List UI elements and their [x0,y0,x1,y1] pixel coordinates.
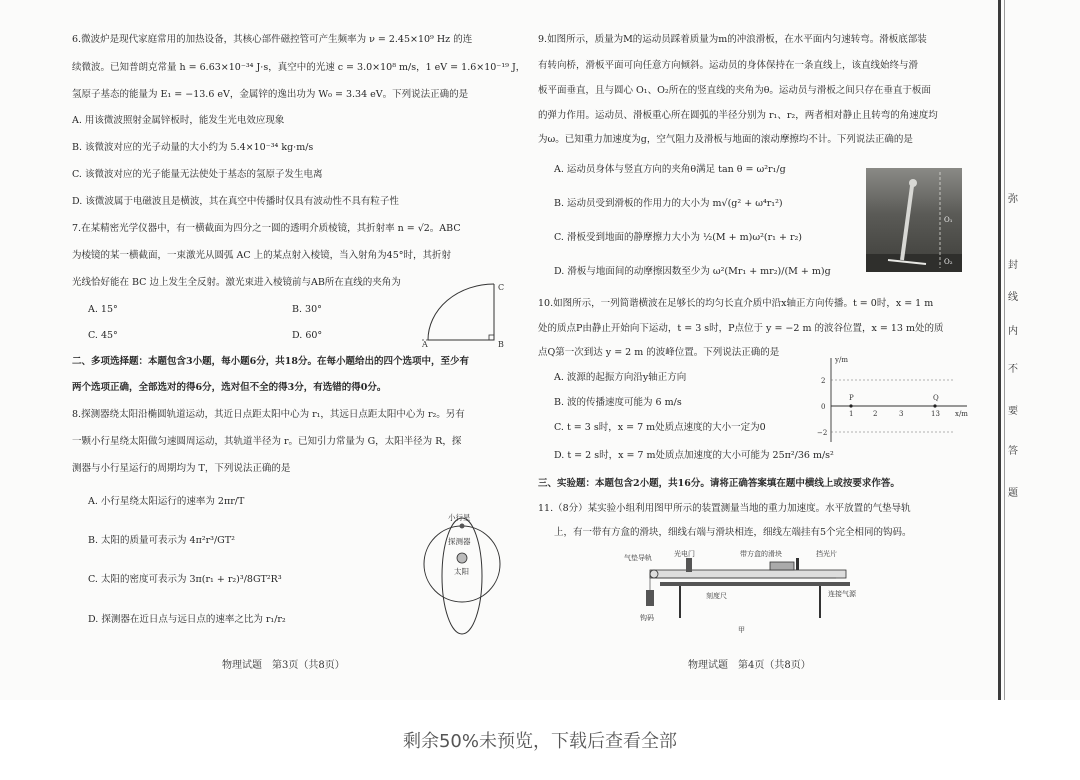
q10-option-c: C. t = 3 s时，x = 7 m处质点速度的大小一定为0 [554,422,766,433]
q8-line: 一颗小行星绕太阳做匀速圆周运动，其轨道半径为 r。已知引力常量为 G，太阳半径为 R，探 [72,436,462,447]
q9-line: 有转向桥，滑板平面可向任意方向倾斜。运动员的身体保持在一条直线上，该直线始终与滑 [538,60,919,71]
q8-line: 8.探测器绕太阳沿椭圆轨道运动，其近日点距太阳中心为 r₁，其远日点距太阳中心为 r₂。另有 [72,409,465,420]
x-tick-3: 3 [899,410,904,418]
label-slider: 带方盒的滑块 [740,550,782,558]
seal-char: 线 [1008,292,1018,303]
q6-line: 续微波。已知普朗克常量 h = 6.63×10⁻³⁴ J·s，真空中的光速 c = 3.0×10⁸ m/s，1 eV = 1.6×10⁻¹⁹ J， [72,62,526,73]
q7-line: 为棱镜的某一横截面，一束激光从圆弧 AC 上的某点射入棱镜，当入射角为45°时，其折射 [72,250,452,261]
probe-orbit [442,518,482,634]
q10-option-d: D. t = 2 s时，x = 7 m处质点加速度的大小可能为 25π²/36 m/s² [554,450,834,461]
label-o1: O₁ [944,216,953,224]
seal-line [1004,0,1005,700]
x-tick-13: 13 [931,410,940,418]
label-probe: 探测器 [448,537,471,546]
shading-plate [796,558,799,570]
q10-option-a: A. 波源的起振方向沿y轴正方向 [554,372,687,383]
label-a: A [422,340,428,348]
q9-option-c: C. 滑板受到地面的静摩擦力大小为 ½(M + m)ω²(r₁ + r₂) [554,232,803,243]
point-q [933,404,936,407]
label-sun: 太阳 [454,567,469,576]
seal-char: 内 [1008,326,1018,337]
surfer-photo [866,168,962,272]
q10-line: 10.如图所示，一列简谐横波在足够长的均匀长直介质中沿x轴正方向传播。t = 0时，x = 1 m [538,298,934,309]
y-axis-label: y/m [835,356,848,364]
q9-option-b: B. 运动员受到滑板的作用力的大小为 m√(g² + ω⁴r₁²) [554,198,783,209]
wave-graph [805,352,975,447]
q8-option-a: A. 小行星绕太阳运行的速率为 2πr/T [88,496,245,507]
seal-char: 弥 [1008,194,1018,205]
slider-with-box [770,562,794,570]
label-ruler: 刻度尺 [706,592,727,600]
q7-option-b: B. 30° [292,304,322,315]
sun [457,553,467,563]
label-air-track: 气垫导轨 [624,554,652,562]
q9-option-d: D. 滑板与地面间的动摩擦因数至少为 ω²(Mr₁ + mr₂)/(M + m)g [554,266,831,277]
label-photogate: 光电门 [674,550,695,558]
seal-char: 题 [1008,488,1018,499]
label-b: B [498,340,504,348]
table-top [660,582,850,586]
point-p [849,404,852,407]
q6-option-d: D. 该微波属于电磁波且是横波，其在真空中传播时仅具有波动性不具有粒子性 [72,196,399,207]
q7-line: 光线恰好能在 BC 边上发生全反射。激光束进入棱镜前与AB所在直线的夹角为 [72,277,401,288]
q8-line: 测器与小行星运行的周期均为 T，下列说法正确的是 [72,463,291,474]
prism-arc [428,284,494,340]
label-c: C [498,283,505,292]
right-angle-mark [489,335,494,340]
prism-diagram [420,276,520,348]
download-prompt[interactable]: 剩余50%未预览，下载后查看全部 [402,731,677,752]
x-tick-1: 1 [849,410,854,418]
q7-line: 7.在某精密光学仪器中，有一横截面为四分之一圆的透明介质棱镜，其折射率 n = √2。ABC [72,223,461,234]
label-asteroid: 小行星 [448,513,471,522]
q10-line: 点Q第一次到达 y = 2 m 的波峰位置。下列说法正确的是 [538,347,780,358]
y-tick-2: 2 [821,377,826,385]
q7-option-c: C. 45° [88,330,118,341]
page-footer-left: 物理试题 第3页（共8页） [222,660,345,671]
seal-char: 封 [1008,260,1018,271]
q8-option-d: D. 探测器在近日点与远日点的速率之比为 r₁/r₂ [88,614,286,625]
photogate [686,558,692,572]
label-o2: O₂ [944,258,953,266]
asteroid [460,524,465,529]
q9-line: 为ω。已知重力加速度为g，空气阻力及滑板与地面的滚动摩擦均不计。下列说法正确的是 [538,134,913,145]
athlete-head [909,179,917,187]
air-track [650,570,846,578]
q6-line: 6.微波炉是现代家庭常用的加热设备，其核心部件磁控管可产生频率为 ν = 2.45×10⁹ Hz 的连 [72,34,473,45]
section-3-heading: 三、实验题：本题包含2小题，共16分。请将正确答案填在题中横线上或按要求作答。 [538,478,900,489]
figure-caption: 甲 [738,626,745,634]
q8-option-b: B. 太阳的质量可表示为 4π²r³/GT² [88,535,235,546]
air-track-apparatus [620,548,880,638]
q6-option-b: B. 该微波对应的光子动量的大小约为 5.4×10⁻³⁴ kg·m/s [72,142,314,153]
label-q: Q [933,394,939,402]
q6-option-c: C. 该微波对应的光子能量无法使处于基态的氢原子发生电离 [72,169,323,180]
q10-option-b: B. 波的传播速度可能为 6 m/s [554,397,682,408]
y-tick-0: 0 [821,403,826,411]
orbit-diagram [412,508,512,638]
label-shading-plate: 挡光片 [816,550,837,558]
surfer-photo-marks [866,168,962,272]
seal-char: 不 [1008,364,1018,375]
section-2-heading: 二、多项选择题：本题包含3小题，每小题6分，共18分。在每小题给出的四个选项中，至少有 [72,356,469,367]
x-tick-2: 2 [873,410,878,418]
q11-line: 11.（8分）某实验小组利用图甲所示的装置测量当地的重力加速度。水平放置的气垫导轨 [538,503,911,514]
y-tick-neg2: −2 [817,429,828,437]
page-footer-right: 物理试题 第4页（共8页） [688,660,811,671]
label-air-source: 连接气源 [828,590,856,598]
section-2-heading: 两个选项正确，全部选对的得6分，选对但不全的得3分，有选错的得0分。 [72,382,387,393]
binding-strip [998,0,1001,700]
prism-edges [428,284,494,340]
q9-option-a: A. 运动员身体与竖直方向的夹角θ满足 tan θ = ω²r₁/g [554,164,786,175]
q9-line: 的弹力作用。运动员、滑板重心所在圆弧的半径分别为 r₁、r₂，两者相对静止且转弯的角速度均 [538,110,938,121]
athlete [902,186,912,260]
preview-banner [0,700,1080,780]
seal-char: 答 [1008,446,1018,457]
q11-line: 上，有一带有方盒的滑块，细线右端与滑块相连，细线左端挂有5个完全相同的钩码。 [554,527,912,538]
q9-line: 9.如图所示，质量为M的运动员踩着质量为m的冲浪滑板，在水平面内匀速转弯。滑板底部装 [538,34,927,45]
q9-line: 板平面垂直，且与圆心 O₁、O₂所在的竖直线的夹角为θ。运动员与滑板之间只存在垂直于板面 [538,85,931,96]
x-axis-label: x/m [955,410,968,418]
q7-option-a: A. 15° [88,304,118,315]
label-hook-weights: 钩码 [640,614,654,622]
q7-option-d: D. 60° [292,330,323,341]
q6-line: 氢原子基态的能量为 E₁ = −13.6 eV，金属锌的逸出功为 W₀ = 3.34 eV。下列说法正确的是 [72,89,469,100]
q10-line: 处的质点P由静止开始向下运动，t = 3 s时，P点位于 y = −2 m 的波谷位置，x = 13 m处的质 [538,323,944,334]
seal-char: 要 [1008,406,1018,417]
hook-weights [646,590,654,606]
label-p: P [849,394,854,402]
q6-option-a: A. 用该微波照射金属锌板时，能发生光电效应现象 [72,115,285,126]
q8-option-c: C. 太阳的密度可表示为 3π(r₁ + r₂)³/8GT²R³ [88,574,282,585]
